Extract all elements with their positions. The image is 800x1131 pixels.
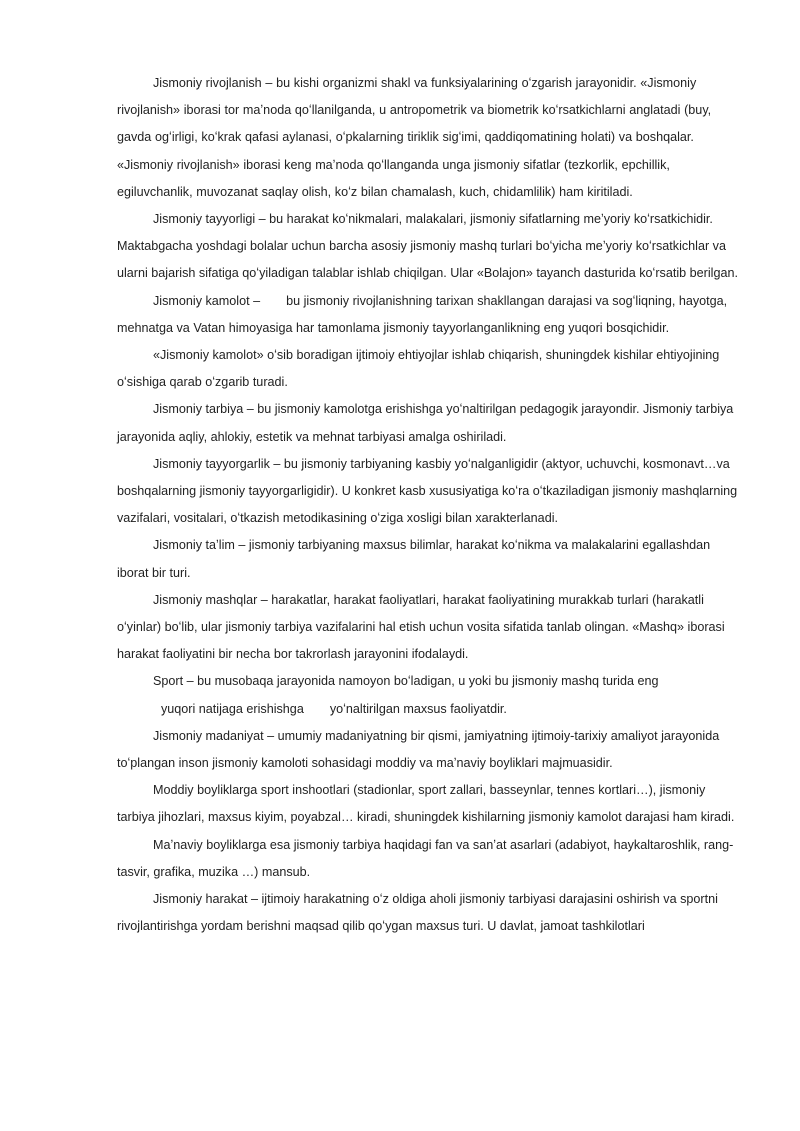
document-body bbox=[117, 70, 741, 941]
paragraph-jismoniy-madaniyat: Jismoniy madaniyat – umumiy madaniyatning bir qismi, jamiyatning ijtimoiy-tarixiy amaliyot jarayonida toʻplangan inson jismoniy kamoloti sohasidagi moddiy va maʼnaviy boyliklari majmuasidir. bbox=[117, 728, 720, 771]
sport-cont-b: yoʻnaltirilgan maxsus faoliyatdir. bbox=[329, 701, 507, 716]
kamolot-lead: Jismoniy kamolot – bbox=[153, 293, 261, 308]
paragraph-moddiy-boyliklar: Moddiy boyliklarga sport inshootlari (stadionlar, sport zallari, basseynlar, tennes kortlari…), jismoniy tarbiya jihozlari, maxsus kiyim, poyabzal… kiradi, shuningdek kishilarning jismoniy kamolot darajasi ham kiradi. bbox=[117, 783, 735, 825]
sport-continuation bbox=[117, 696, 741, 723]
paragraph-jismoniy-harakat: Jismoniy harakat – ijtimoiy harakatning oʻz oldiga aholi jismoniy tarbiyasi darajasini oshirish va sportni rivojlantirishga yordam berishni maqsad qilib qoʻygan maxsus turi. U davlat, jamoat tashkilotlari bbox=[117, 892, 718, 934]
paragraph-jismoniy-rivojlanish: Jismoniy rivojlanish – bu kishi organizmi shakl va funksiyalarining oʻzgarish jarayonidir. «Jismoniy rivojlanish» iborasi tor maʼnoda qoʻllanilganda, u antropometrik va biometrik koʻrsatkichlarni anglatadi (buy, gavda ogʻirligi, koʻkrak qafasi aylanasi, oʻpkalarning tiriklik sigʻimi, qaddiqomatining holati) va boshqalar. «Jismoniy rivojlanish» iborasi keng maʼnoda qoʻllanganda unga jismoniy sifatlar (tezkorlik, epchillik, egiluvchanlik, muvozanat saqlay olish, koʻz bilan chamalash, kuch, chidamlilik) ham kiritiladi. bbox=[117, 76, 712, 199]
sport-cont-a: yuqori natijaga erishishga bbox=[161, 701, 304, 716]
paragraph-jismoniy-tarbiya: Jismoniy tarbiya – bu jismoniy kamolotga erishishga yoʻnaltirilgan pedagogik jarayondir. Jismoniy tarbiya jarayonida aqliy, ahlokiy, estetik va mehnat tarbiyasi amalga oshiriladi. bbox=[117, 402, 734, 444]
paragraph-sport bbox=[117, 668, 741, 722]
paragraph-jismoniy-tayyorligi: Jismoniy tayyorligi – bu harakat koʻnikmalari, malakalari, jismoniy sifatlarning meʼyoriy koʻrsatkichidir. Maktabgacha yoshdagi bolalar uchun barcha asosiy jismoniy mashq turlari boʻyicha meʼyoriy koʻrsatkichlar va ularni bajarish sifatiga qoʻyiladigan talablar ishlab chiqilgan. Ular «Bolajon» tayanch dasturida koʻrsatib berilgan. bbox=[117, 212, 738, 281]
paragraph-jismoniy-mashqlar: Jismoniy mashqlar – harakatlar, harakat faoliyatlari, harakat faoliyatining murakkab turlari (harakatli oʻyinlar) boʻlib, ular jismoniy tarbiya vazifalarini hal etish uchun vosita sifatida tanlab olingan. «Mashq» iborasi harakat faoliyatini bir necha bor takrorlash jarayonini ifodalaydi. bbox=[117, 592, 725, 662]
paragraph-jismoniy-kamolot bbox=[117, 288, 741, 342]
paragraph-manaviy-boyliklar: Maʼnaviy boyliklarga esa jismoniy tarbiya haqidagi fan va sanʼat asarlari (adabiyot, haykaltaroshlik, rang-tasvir, grafika, muzika …) mansub. bbox=[117, 837, 734, 879]
paragraph-jismoniy-tayyorgarlik: Jismoniy tayyorgarlik – bu jismoniy tarbiyaning kasbiy yoʻnalganligidir (aktyor, uchuvchi, kosmonavt…va boshqalarning jismoniy tayyorgarligidir). U konkret kasb xususiyatiga koʻra oʻtkaziladigan jismoniy mashqlarning vazifalari, vositalari, oʻtkazish metodikasining oʻziga xosligi bilan xarakterlanadi. bbox=[117, 456, 738, 526]
paragraph-kamolot-ehtiyoj: «Jismoniy kamolot» oʻsib boradigan ijtimoiy ehtiyojlar ishlab chiqarish, shuningdek kishilar ehtiyojining oʻsishiga qarab oʻzgarib turadi. bbox=[117, 348, 720, 390]
paragraph-jismoniy-talim: Jismoniy taʼlim – jismoniy tarbiyaning maxsus bilimlar, harakat koʻnikma va malakalarini egallashdan iborat bir turi. bbox=[117, 538, 711, 580]
kamolot-text: bu jismoniy rivojlanishning tarixan shakllangan darajasi va sogʻliqning, hayotga, mehnatga va Vatan himoyasiga har tamonlama jismoniy tayyorlanganlikning eng yuqori bosqichidir. bbox=[117, 293, 728, 335]
sport-text: Sport – bu musobaqa jarayonida namoyon boʻladigan, u yoki bu jismoniy mashq turida eng bbox=[153, 674, 659, 689]
